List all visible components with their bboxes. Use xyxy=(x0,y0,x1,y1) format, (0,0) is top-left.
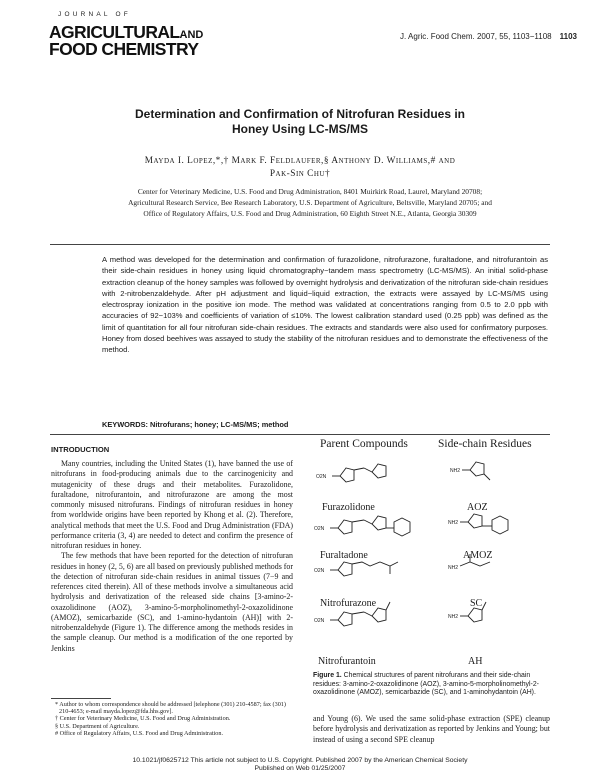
introduction-heading: INTRODUCTION xyxy=(51,445,110,454)
footnote-usda: § U.S. Department of Agriculture. xyxy=(55,722,140,730)
title-line-2: Honey Using LC-MS/MS xyxy=(231,122,368,136)
amoz-structure xyxy=(448,514,508,534)
figure-head-parents: Parent Compounds xyxy=(320,438,408,450)
citation-text: J. Agric. Food Chem. 2007, 55, 1103−1108 xyxy=(400,32,552,41)
figure-1 xyxy=(310,438,550,670)
footer-line-2: Published on Web 01/25/2007 xyxy=(254,765,346,772)
abstract: A method was developed for the determination and confirmation of furazolidone, nitrofurazone, furaltadone, and nitrofurantoin as their side-chain residues in honey using liquid chromatography−tandem mass spectrometry (LC-MS/MS). An initial solid-phase extraction cleanup of the honey samples was followed by overnight hydrolysis and derivatization of the nitrofuran side-chain residues with 2-nitrobenzaldehyde. After pH adjustment and liquid−liquid extraction, the extracts were assayed by LC-MS/MS using electrospray ionization in the positive ion mode. The method was validated at concentrations ranging from 0.5 to 2.0 ppb with accuracies of 92−103% and coefficients of variation of ≤10%. The lowest calibration standard used (0.25 ppb) was defined as the limit of quantitation for all four nitrofuran side-chain residues. The extracts and standards were also used for confirmatory purposes. Honey from dosed beehives was assayed to study the stability of the nitrofuran residues and to demonstrate the effectiveness of the method. xyxy=(102,255,548,355)
furaltadone-structure xyxy=(314,516,410,536)
atom-label-nh2-1: NH2 xyxy=(450,468,461,474)
label-aoz: AOZ xyxy=(467,502,488,513)
citation-header xyxy=(400,32,577,41)
authors xyxy=(100,155,500,181)
label-ah: AH xyxy=(468,656,483,667)
aoz-structure xyxy=(450,462,490,480)
caption-label: Figure 1. xyxy=(313,672,342,679)
figure-head-residues: Side-chain Residues xyxy=(438,438,532,450)
copyright-footer xyxy=(0,757,600,773)
label-furaltadone: Furaltadone xyxy=(320,550,368,561)
footer-line-1: 10.1021/jf0625712 This article not subject to U.S. Copyright. Published 2007 by the American Chemical Society xyxy=(132,757,468,764)
footnote-ora: # Office of Regulatory Affairs, U.S. Food and Drug Administration. xyxy=(55,729,224,737)
atom-label-nh2-2: NH2 xyxy=(448,520,459,526)
authors-line-1: Mayda I. Lopez,*,† Mark F. Feldlaufer,§ Anthony D. Williams,# and xyxy=(144,156,456,166)
label-sc: SC xyxy=(470,598,483,609)
journal-logo-and: AND xyxy=(179,29,204,41)
atom-label-nh2-3: NH2 xyxy=(448,565,459,571)
caption-text: Chemical structures of parent nitrofurans and their side-chain residues: 3-amino-2-oxazolidinone (AOZ), 3-amino-5-morpholinomethyl-2-oxazolidinone (AMOZ), semicarbazide (SC), and 1-aminohydantoin (AH). xyxy=(313,672,539,697)
intro-paragraph-2: The few methods that have been reported for the detection of nitrofuran residues in honey (2, 5, 6) are all based on previously published methods for the detection of nitrofuran side-chain residues in animal tissues (7−9 and references cited therein). All of these methods involve a simultaneous acid hydrolysis and derivatization of the released side chains [3-amino-2-oxazolidinone (AOZ), 3-amino-5-morpholinomethyl-2-oxazolidinone (AMOZ), semicarbazide (SC), and 1-amino-hydantoin (AH)] with 2-nitrobenzaldehyde (Figure 1). The difference among the methods resides in the sample cleanup. Our method is a modification of the one reported by Jenkins xyxy=(51,551,293,653)
paper-title xyxy=(0,107,600,137)
journal-logo-line1: JOURNAL OF xyxy=(58,11,131,18)
atom-label-o2n-2: O2N xyxy=(314,526,325,532)
column-2-text: and Young (6). We used the same solid-phase extraction (SPE) cleanup before hydrolysis and derivatization as reported by Jenkins and Young; but instead of using a second SPE cleanup xyxy=(313,714,550,744)
page-number: 1103 xyxy=(559,32,577,41)
atom-label-o2n-1: O2N xyxy=(316,474,327,480)
footnote-corresponding: * Author to whom correspondence should be addressed [telephone (301) 210-4587; fax (301) 210-4653; e-mail mayda.lopez@fda.hhs.gov]. xyxy=(55,701,286,716)
title-line-1: Determination and Confirmation of Nitrofuran Residues in xyxy=(134,107,466,121)
furazolidone-structure xyxy=(316,464,386,482)
label-nitrofurantoin: Nitrofurantoin xyxy=(318,656,376,667)
nitrofurazone-structure xyxy=(314,562,398,576)
abstract-bottom-rule xyxy=(50,434,550,435)
figure-1-caption xyxy=(313,672,550,698)
label-nitrofurazone: Nitrofurazone xyxy=(320,598,377,609)
affiliations: Center for Veterinary Medicine, U.S. Food and Drug Administration, 8401 Muirkirk Road, Laurel, Maryland 20708; Agricultural Research Service, Bee Research Laboratory, U.S. Department of Agriculture, Beltsville, Maryland 20705; and Office of Regulatory Affairs, U.S. Food and Drug Administration, 60 Eighth Street N.E., Atlanta, Georgia 30309 xyxy=(128,187,492,218)
atom-label-o2n-3: O2N xyxy=(314,568,325,574)
label-amoz: AMOZ xyxy=(463,550,493,561)
introduction-body xyxy=(51,459,293,654)
journal-logo-agricultural: AGRICULTURAL xyxy=(49,22,180,42)
journal-logo-line3: FOOD CHEMISTRY xyxy=(49,39,199,59)
footnote-cvm: † Center for Veterinary Medicine, U.S. Food and Drug Administration. xyxy=(55,715,231,723)
atom-label-o2n-4: O2N xyxy=(314,618,325,624)
keywords: KEYWORDS: Nitrofurans; honey; LC-MS/MS; method xyxy=(102,420,289,429)
footnote-rule xyxy=(51,698,111,699)
label-furazolidone: Furazolidone xyxy=(322,502,375,513)
atom-label-nh2-4: NH2 xyxy=(448,614,459,620)
footnotes xyxy=(51,701,293,737)
abstract-top-rule xyxy=(50,244,550,245)
intro-paragraph-1: Many countries, including the United States (1), have banned the use of nitrofurans in food-producing animals due to the carcinogenicity and mutagenicity of these drugs and their metabolites. Furazolidone, furaltadone, nitrofurantoin, and nitrofurazone are among the most commonly misused nitrofurans. Findings of nitrofuran residues in honey from worldwide origins have been reported by Khong et al. (2). Therefore, analytical methods that meet the U.S. Food and Drug Administration (FDA) performance criteria (3, 4) are needed to detect and confirm the presence of nitrofuran residues in honey. xyxy=(51,459,293,550)
authors-line-2: Pak-Sin Chu† xyxy=(269,169,331,179)
